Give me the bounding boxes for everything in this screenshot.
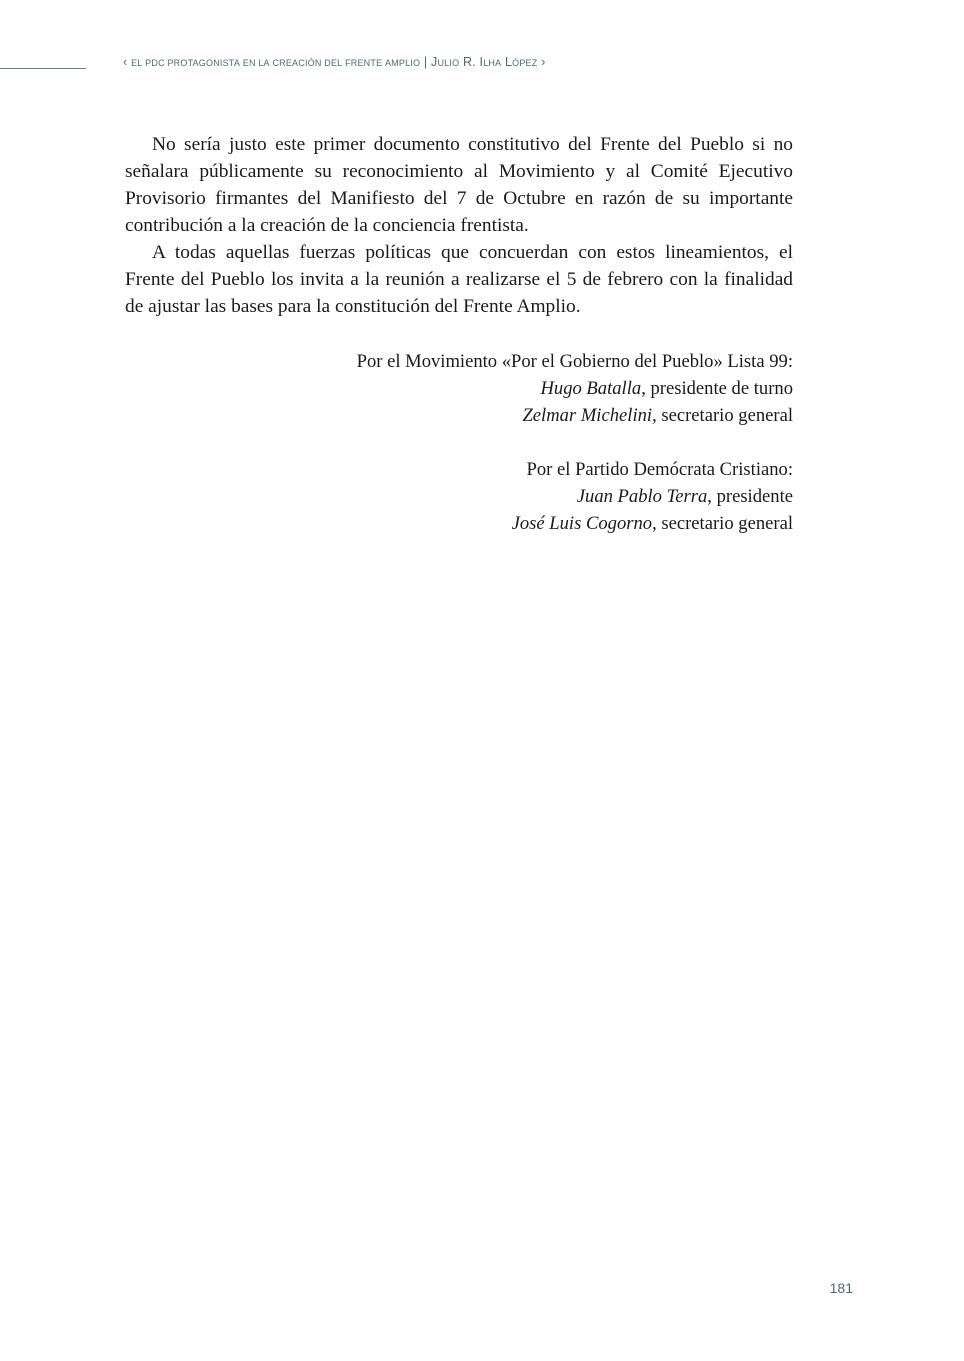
signer-line xyxy=(125,375,793,402)
body-text xyxy=(125,131,793,320)
signature-heading: Por el Movimiento «Por el Gobierno del Pueblo» Lista 99: xyxy=(356,351,793,372)
running-header xyxy=(123,55,546,69)
paragraph: A todas aquellas fuerzas políticas que concuerdan con estos lineamientos, el Frente del Pueblo los invita a la reunión a realizarse el 5 de febrero con la finalidad de ajustar las bases para la constitución del Frente Amplio. xyxy=(125,242,793,317)
signer-name: José Luis Cogorno xyxy=(511,513,653,534)
signer-role: , secretario general xyxy=(652,405,793,426)
header-book-title: el pdc protagonista en la creación del frente amplio xyxy=(131,55,421,69)
header-close-mark: › xyxy=(541,55,546,69)
signer-name: Hugo Batalla xyxy=(540,378,642,399)
page-number: 181 xyxy=(829,1280,853,1296)
header-rule xyxy=(0,68,86,69)
signer-role: , presidente de turno xyxy=(641,378,793,399)
signer-name: Zelmar Michelini xyxy=(522,405,653,426)
header-author: Julio R. Ilha López xyxy=(431,55,538,69)
signer-line xyxy=(125,402,793,429)
header-open-mark: ‹ xyxy=(123,55,128,69)
signer-role: , presidente xyxy=(707,486,793,507)
signature-block xyxy=(125,456,793,537)
signature-block xyxy=(125,348,793,429)
signer-role: , secretario general xyxy=(652,513,793,534)
header-separator: | xyxy=(423,55,428,69)
signature-heading: Por el Partido Demócrata Cristiano: xyxy=(526,459,793,480)
signer-name: Juan Pablo Terra xyxy=(576,486,708,507)
signer-line xyxy=(125,510,793,537)
signer-line xyxy=(125,483,793,510)
paragraph: No sería justo este primer documento constitutivo del Frente del Pueblo si no señalara públicamente su reconocimiento al Movimiento y al Comité Ejecutivo Provisorio firmantes del Manifiesto del 7 de Octubre en razón de su importante contribución a la creación de la conciencia frentista. xyxy=(125,134,793,236)
